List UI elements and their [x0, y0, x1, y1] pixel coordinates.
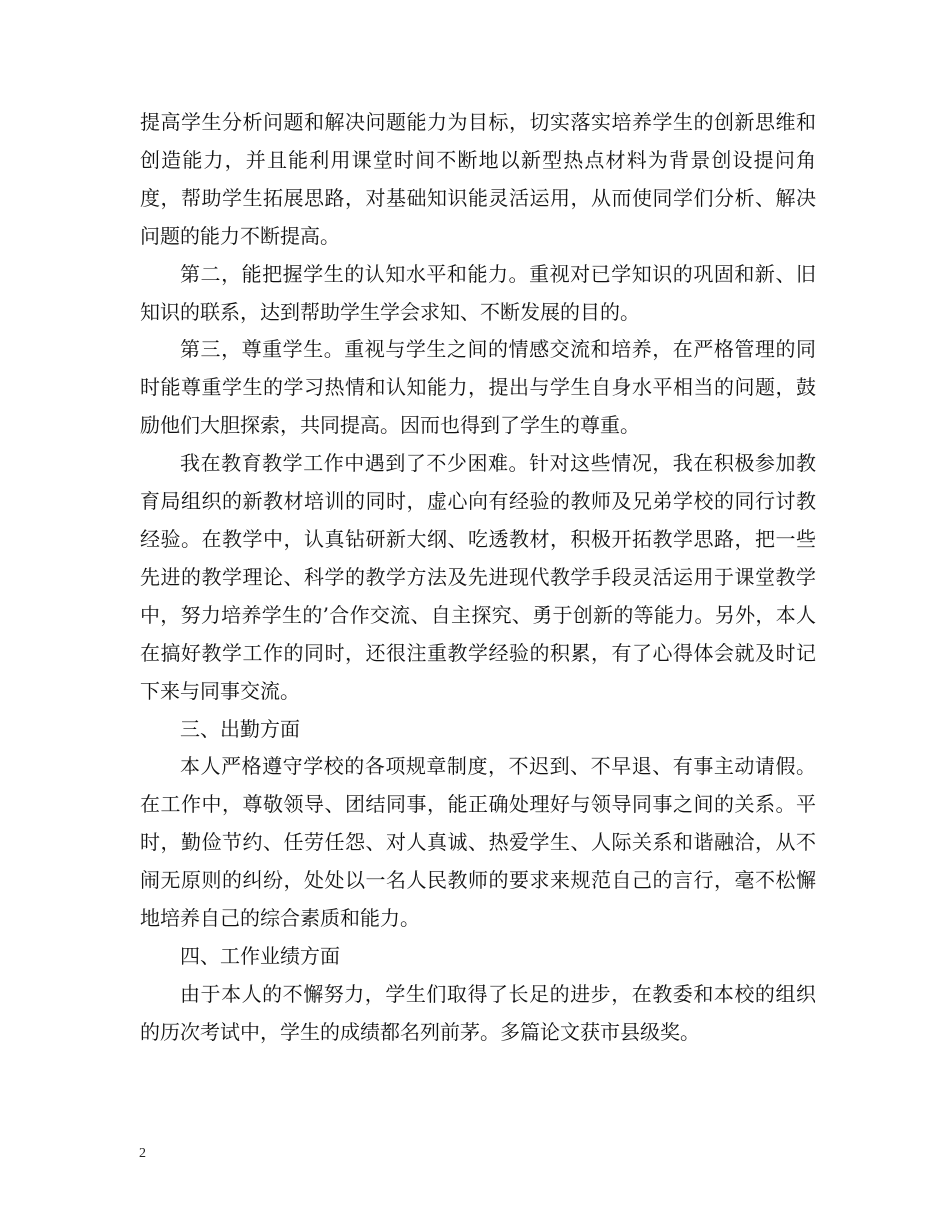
body-text	[140, 104, 816, 1052]
page-number: 2	[139, 1146, 146, 1161]
paragraph-continuation: 提高学生分析问题和解决问题能力为目标，切实落实培养学生的创新思维和创造能力，并且能利用课堂时间不断地以新型热点材料为背景创设提问角度，帮助学生拓展思路，对基础知识能灵活运用，从而使同学们分析、解决问题的能力不断提高。	[140, 110, 816, 248]
section-heading-attendance: 三、出勤方面	[180, 716, 300, 741]
paragraph-attendance: 本人严格遵守学校的各项规章制度，不迟到、不早退、有事主动请假。在工作中，尊敬领导、团结同事，能正确处理好与领导同事之间的关系。平时，勤俭节约、任劳任怨、对人真诚、热爱学生、人际关系和谐融洽，从不闹无原则的纠纷，处处以一名人民教师的要求来规范自己的言行，毫不松懈地培养自己的综合素质和能力。	[140, 754, 816, 931]
paragraph-teaching-difficulties: 我在教育教学工作中遇到了不少困难。针对这些情况，我在积极参加教育局组织的新教材培训的同时，虚心向有经验的教师及兄弟学校的同行讨教经验。在教学中，认真钻研新大纲、吃透教材，积极开拓教学思路，把一些先进的教学理论、科学的教学方法及先进现代教学手段灵活运用于课堂教学中，努力培养学生的’合作交流、自主探究、勇于创新的等能力。另外，本人在搞好教学工作的同时，还很注重教学经验的积累，有了心得体会就及时记下来与同事交流。	[140, 451, 816, 703]
paragraph-respect-students: 第三，尊重学生。重视与学生之间的情感交流和培养，在严格管理的同时能尊重学生的学习热情和认知能力，提出与学生自身水平相当的问题，鼓励他们大胆探索，共同提高。因而也得到了学生的尊重。	[140, 337, 816, 438]
paragraph-cognitive-level: 第二，能把握学生的认知水平和能力。重视对已学知识的巩固和新、旧知识的联系，达到帮助学生学会求知、不断发展的目的。	[140, 261, 816, 324]
section-heading-achievements: 四、工作业绩方面	[180, 943, 340, 968]
paragraph-achievements: 由于本人的不懈努力，学生们取得了长足的进步，在教委和本校的组织的历次考试中，学生的成绩都名列前茅。多篇论文获市县级奖。	[140, 981, 816, 1044]
